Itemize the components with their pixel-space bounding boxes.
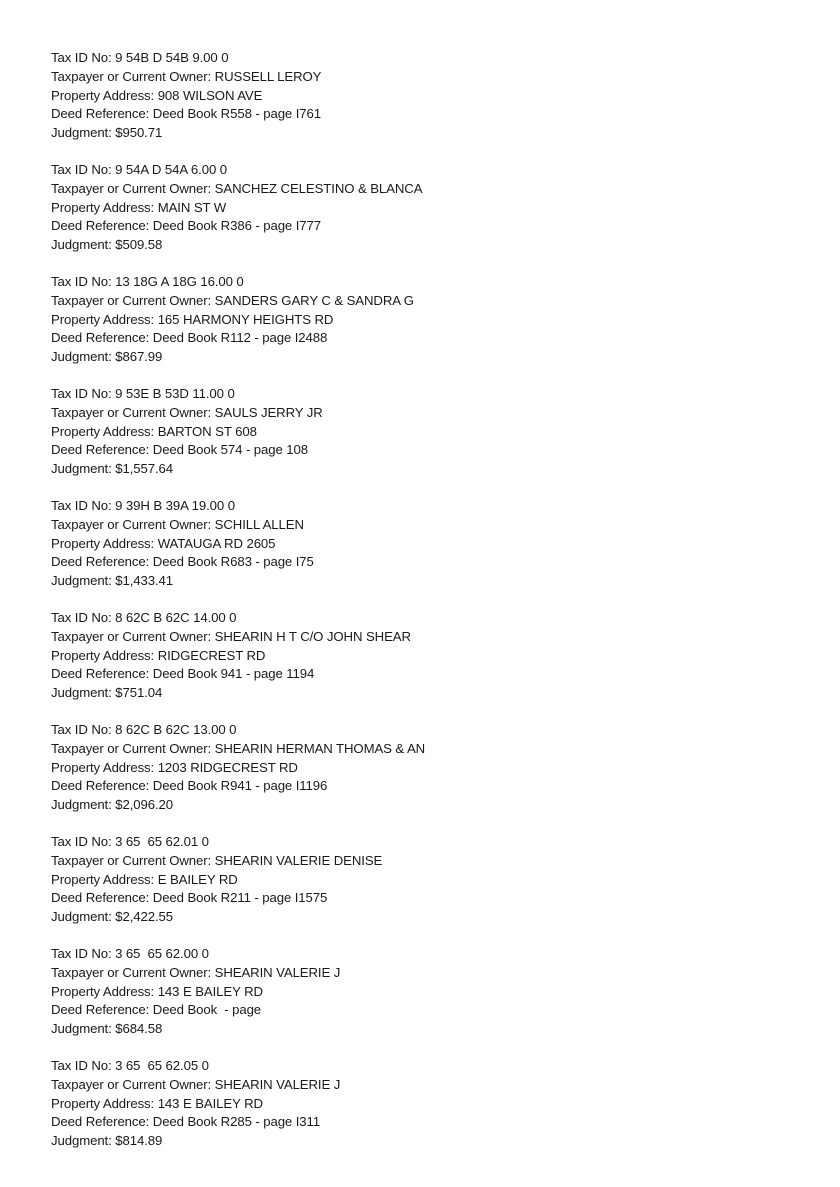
tax-id-label: Tax ID No:	[51, 274, 116, 289]
tax-id-value: 9 53E B 53D 11.00 0	[115, 386, 235, 401]
owner-value: SANDERS GARY C & SANDRA G	[214, 292, 414, 308]
address-line	[51, 871, 811, 890]
judgment-label: Judgment:	[51, 237, 116, 253]
address-value: 908 WILSON AVE	[157, 87, 263, 103]
deed-value: Deed Book R558 - page I761	[152, 106, 321, 122]
judgment-value: $1,433.41	[115, 573, 174, 589]
owner-line	[51, 180, 811, 199]
deed-value: Deed Book R211 - page I1575	[152, 890, 328, 906]
deed-label: Deed Reference:	[51, 890, 153, 906]
tax-id-value: 8 62C B 62C 13.00 0	[115, 722, 237, 737]
owner-line	[51, 404, 811, 423]
judgment-label: Judgment:	[51, 1133, 116, 1149]
judgment-value: $751.04	[115, 685, 163, 701]
tax-id-label: Tax ID No:	[51, 722, 116, 737]
address-value: WATAUGA RD 2605	[157, 535, 276, 551]
address-value: 143 E BAILEY RD	[157, 983, 263, 999]
tax-id-line	[51, 721, 811, 740]
owner-line	[51, 628, 811, 647]
address-value: BARTON ST 608	[157, 423, 257, 439]
tax-record	[51, 49, 811, 161]
address-value: RIDGECREST RD	[157, 647, 266, 663]
judgment-label: Judgment:	[51, 797, 116, 813]
deed-label: Deed Reference:	[51, 554, 153, 570]
deed-value: Deed Book R386 - page I777	[152, 218, 321, 234]
deed-label: Deed Reference:	[51, 442, 153, 458]
address-label: Property Address:	[51, 983, 158, 999]
judgment-value: $867.99	[115, 349, 163, 365]
deed-value: Deed Book R285 - page I311	[152, 1114, 321, 1130]
tax-id-label: Tax ID No:	[51, 498, 116, 513]
tax-id-label: Tax ID No:	[51, 162, 116, 177]
tax-id-value: 8 62C B 62C 14.00 0	[115, 610, 237, 625]
tax-record	[51, 833, 811, 945]
owner-label: Taxpayer or Current Owner:	[51, 180, 215, 196]
address-line	[51, 87, 811, 106]
deed-line	[51, 1001, 811, 1020]
judgment-label: Judgment:	[51, 461, 116, 477]
address-line	[51, 423, 811, 442]
owner-value: SCHILL ALLEN	[214, 516, 304, 532]
owner-label: Taxpayer or Current Owner:	[51, 1076, 215, 1092]
deed-label: Deed Reference:	[51, 778, 153, 794]
owner-label: Taxpayer or Current Owner:	[51, 516, 215, 532]
tax-id-line	[51, 497, 811, 516]
tax-id-value: 9 39H B 39A 19.00 0	[115, 498, 235, 513]
tax-id-line	[51, 833, 811, 852]
judgment-line	[51, 460, 811, 479]
deed-value: Deed Book R941 - page I1196	[152, 778, 328, 794]
deed-line	[51, 553, 811, 572]
tax-id-value: 9 54B D 54B 9.00 0	[115, 50, 229, 65]
owner-value: RUSSELL LEROY	[214, 68, 322, 84]
address-line	[51, 647, 811, 666]
address-line	[51, 199, 811, 218]
tax-id-line	[51, 1057, 811, 1076]
deed-label: Deed Reference:	[51, 330, 153, 346]
tax-id-line	[51, 273, 811, 292]
address-label: Property Address:	[51, 647, 158, 663]
owner-value: SHEARIN H T C/O JOHN SHEAR	[214, 628, 411, 644]
owner-value: SAULS JERRY JR	[214, 404, 323, 420]
owner-label: Taxpayer or Current Owner:	[51, 740, 215, 756]
address-value: 165 HARMONY HEIGHTS RD	[157, 311, 334, 327]
judgment-line	[51, 1020, 811, 1039]
tax-record	[51, 721, 811, 833]
tax-id-line	[51, 385, 811, 404]
owner-line	[51, 292, 811, 311]
owner-label: Taxpayer or Current Owner:	[51, 292, 215, 308]
deed-label: Deed Reference:	[51, 1002, 153, 1018]
owner-line	[51, 740, 811, 759]
tax-id-line	[51, 49, 811, 68]
address-line	[51, 311, 811, 330]
tax-id-value: 3 65 65 62.00 0	[115, 946, 209, 961]
judgment-line	[51, 124, 811, 143]
address-line	[51, 1095, 811, 1114]
deed-line	[51, 889, 811, 908]
tax-id-label: Tax ID No:	[51, 610, 116, 625]
tax-record	[51, 497, 811, 609]
address-value: E BAILEY RD	[157, 871, 238, 887]
deed-label: Deed Reference:	[51, 218, 153, 234]
owner-label: Taxpayer or Current Owner:	[51, 964, 215, 980]
address-value: MAIN ST W	[157, 199, 227, 215]
judgment-value: $1,557.64	[115, 461, 174, 477]
tax-id-label: Tax ID No:	[51, 50, 116, 65]
tax-record	[51, 385, 811, 497]
deed-line	[51, 665, 811, 684]
judgment-label: Judgment:	[51, 909, 116, 925]
judgment-line	[51, 908, 811, 927]
tax-record	[51, 1057, 811, 1169]
tax-id-value: 13 18G A 18G 16.00 0	[115, 274, 244, 289]
judgment-label: Judgment:	[51, 349, 116, 365]
tax-id-line	[51, 609, 811, 628]
judgment-line	[51, 348, 811, 367]
deed-line	[51, 777, 811, 796]
owner-value: SHEARIN VALERIE J	[214, 1076, 341, 1092]
deed-value: Deed Book R112 - page I2488	[152, 330, 328, 346]
judgment-label: Judgment:	[51, 1021, 116, 1037]
owner-label: Taxpayer or Current Owner:	[51, 628, 215, 644]
deed-label: Deed Reference:	[51, 1114, 153, 1130]
judgment-value: $2,422.55	[115, 909, 174, 925]
judgment-line	[51, 1132, 811, 1151]
address-value: 143 E BAILEY RD	[157, 1095, 263, 1111]
owner-line	[51, 964, 811, 983]
tax-id-line	[51, 945, 811, 964]
deed-line	[51, 441, 811, 460]
address-label: Property Address:	[51, 423, 158, 439]
tax-id-value: 3 65 65 62.05 0	[115, 1058, 209, 1073]
tax-record	[51, 273, 811, 385]
address-line	[51, 759, 811, 778]
address-line	[51, 535, 811, 554]
deed-line	[51, 217, 811, 236]
deed-label: Deed Reference:	[51, 106, 153, 122]
document-page	[51, 49, 811, 1169]
judgment-line	[51, 236, 811, 255]
judgment-value: $509.58	[115, 237, 163, 253]
tax-id-line	[51, 161, 811, 180]
address-label: Property Address:	[51, 1095, 158, 1111]
address-label: Property Address:	[51, 535, 158, 551]
address-line	[51, 983, 811, 1002]
tax-record	[51, 945, 811, 1057]
tax-record	[51, 609, 811, 721]
owner-value: SHEARIN HERMAN THOMAS & AN	[214, 740, 426, 756]
tax-id-label: Tax ID No:	[51, 386, 116, 401]
deed-line	[51, 105, 811, 124]
judgment-label: Judgment:	[51, 685, 116, 701]
tax-record	[51, 161, 811, 273]
address-label: Property Address:	[51, 199, 158, 215]
judgment-label: Judgment:	[51, 125, 116, 141]
judgment-value: $814.89	[115, 1133, 163, 1149]
owner-line	[51, 852, 811, 871]
address-label: Property Address:	[51, 871, 158, 887]
owner-label: Taxpayer or Current Owner:	[51, 68, 215, 84]
deed-value: Deed Book 941 - page 1194	[152, 666, 315, 682]
deed-value: Deed Book 574 - page 108	[152, 442, 309, 458]
judgment-label: Judgment:	[51, 573, 116, 589]
owner-line	[51, 68, 811, 87]
deed-value: Deed Book R683 - page I75	[152, 554, 314, 570]
deed-line	[51, 329, 811, 348]
owner-label: Taxpayer or Current Owner:	[51, 852, 215, 868]
owner-value: SHEARIN VALERIE J	[214, 964, 341, 980]
tax-id-label: Tax ID No:	[51, 1058, 116, 1073]
address-label: Property Address:	[51, 87, 158, 103]
tax-id-value: 9 54A D 54A 6.00 0	[115, 162, 227, 177]
judgment-value: $950.71	[115, 125, 163, 141]
deed-line	[51, 1113, 811, 1132]
deed-value: Deed Book - page	[152, 1002, 262, 1018]
owner-line	[51, 1076, 811, 1095]
address-label: Property Address:	[51, 759, 158, 775]
tax-id-label: Tax ID No:	[51, 946, 116, 961]
judgment-value: $684.58	[115, 1021, 163, 1037]
judgment-line	[51, 684, 811, 703]
tax-id-label: Tax ID No:	[51, 834, 116, 849]
owner-line	[51, 516, 811, 535]
judgment-line	[51, 796, 811, 815]
judgment-value: $2,096.20	[115, 797, 174, 813]
address-label: Property Address:	[51, 311, 158, 327]
owner-label: Taxpayer or Current Owner:	[51, 404, 215, 420]
deed-label: Deed Reference:	[51, 666, 153, 682]
owner-value: SANCHEZ CELESTINO & BLANCA	[214, 180, 423, 196]
owner-value: SHEARIN VALERIE DENISE	[214, 852, 383, 868]
address-value: 1203 RIDGECREST RD	[157, 759, 298, 775]
judgment-line	[51, 572, 811, 591]
tax-id-value: 3 65 65 62.01 0	[115, 834, 209, 849]
